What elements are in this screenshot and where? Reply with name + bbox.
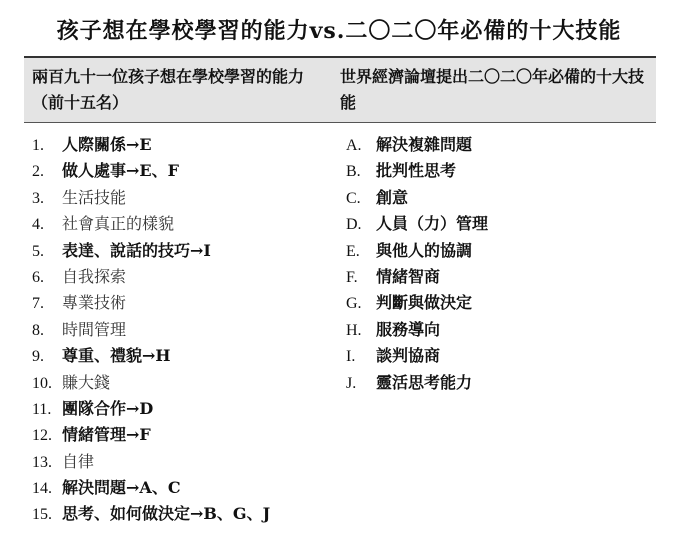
wef-skills-list <box>346 132 646 396</box>
item-label: 創意 <box>376 187 409 207</box>
item-number: 5. <box>32 242 44 260</box>
item-number: 11. <box>32 400 52 418</box>
list-item <box>346 370 646 396</box>
children-skills-list <box>32 132 332 528</box>
item-label: 社會真正的樣貌 <box>62 214 175 234</box>
item-label: 尊重、禮貌→H <box>62 346 171 366</box>
item-letter: G. <box>346 295 362 313</box>
item-label: 團隊合作→D <box>62 398 154 418</box>
item-letter: D. <box>346 216 362 234</box>
list-item <box>32 290 332 316</box>
list-item <box>32 449 332 475</box>
item-number: 8. <box>32 321 44 339</box>
list-item <box>32 238 332 264</box>
item-letter: C. <box>346 189 361 207</box>
item-number: 10. <box>32 374 52 392</box>
list-item <box>32 370 332 396</box>
list-item <box>346 211 646 237</box>
item-number: 12. <box>32 427 52 445</box>
item-label: 服務導向 <box>376 319 441 339</box>
list-item <box>32 211 332 237</box>
item-label: 與他人的協調 <box>376 240 473 260</box>
item-label: 做人處事→E、F <box>62 161 179 181</box>
list-item <box>32 475 332 501</box>
list-item <box>32 501 332 527</box>
item-label: 自律 <box>62 451 95 471</box>
item-label: 表達、說話的技巧→I <box>62 240 211 260</box>
list-item <box>32 317 332 343</box>
table-header <box>24 56 656 123</box>
item-label: 思考、如何做決定→B、G、J <box>62 504 271 524</box>
item-label: 人際關係→E <box>62 135 152 154</box>
item-letter: I. <box>346 348 356 366</box>
list-item <box>32 343 332 369</box>
item-number: 15. <box>32 506 52 524</box>
item-label: 情緒智商 <box>376 266 441 286</box>
item-letter: E. <box>346 242 360 260</box>
list-item <box>346 343 646 369</box>
item-number: 3. <box>32 189 44 207</box>
list-item <box>346 158 646 184</box>
item-label: 批判性思考 <box>376 161 457 181</box>
list-item <box>346 185 646 211</box>
item-number: 2. <box>32 163 44 181</box>
list-item <box>32 132 332 158</box>
item-number: 1. <box>32 137 44 154</box>
item-label: 判斷與做決定 <box>376 293 473 313</box>
right-column-heading: 世界經濟論壇提出二〇二〇年必備的十大技能 <box>340 67 645 112</box>
item-label: 解決問題→A、C <box>62 478 181 498</box>
list-item <box>32 264 332 290</box>
item-label: 情緒管理→F <box>62 425 151 445</box>
item-letter: F. <box>346 268 358 286</box>
list-item <box>346 238 646 264</box>
item-label: 靈活思考能力 <box>376 372 473 392</box>
list-item <box>346 264 646 290</box>
item-label: 自我探索 <box>62 266 127 286</box>
item-label: 時間管理 <box>62 319 127 339</box>
item-number: 14. <box>32 480 52 498</box>
page-title: 孩子想在學校學習的能力vs.二〇二〇年必備的十大技能 <box>56 18 622 44</box>
list-item <box>32 158 332 184</box>
item-number: 6. <box>32 268 44 286</box>
list-item <box>346 317 646 343</box>
item-label: 談判協商 <box>376 346 441 366</box>
item-number: 7. <box>32 295 44 313</box>
list-item <box>346 132 646 158</box>
item-label: 人員（力）管理 <box>376 214 489 234</box>
list-item <box>32 422 332 448</box>
item-letter: J. <box>346 374 357 392</box>
item-label: 生活技能 <box>62 187 127 207</box>
item-label: 專業技術 <box>62 293 127 313</box>
item-letter: A. <box>346 137 362 154</box>
item-number: 9. <box>32 348 44 366</box>
item-label: 解決複雜問題 <box>376 135 473 154</box>
left-column-heading: 兩百九十一位孩子想在學校學習的能力（前十五名） <box>32 67 305 112</box>
item-label: 賺大錢 <box>62 372 111 392</box>
list-item <box>346 290 646 316</box>
item-letter: B. <box>346 163 361 181</box>
list-item <box>32 396 332 422</box>
item-letter: H. <box>346 321 362 339</box>
item-number: 4. <box>32 216 44 234</box>
list-item <box>32 185 332 211</box>
item-number: 13. <box>32 453 52 471</box>
